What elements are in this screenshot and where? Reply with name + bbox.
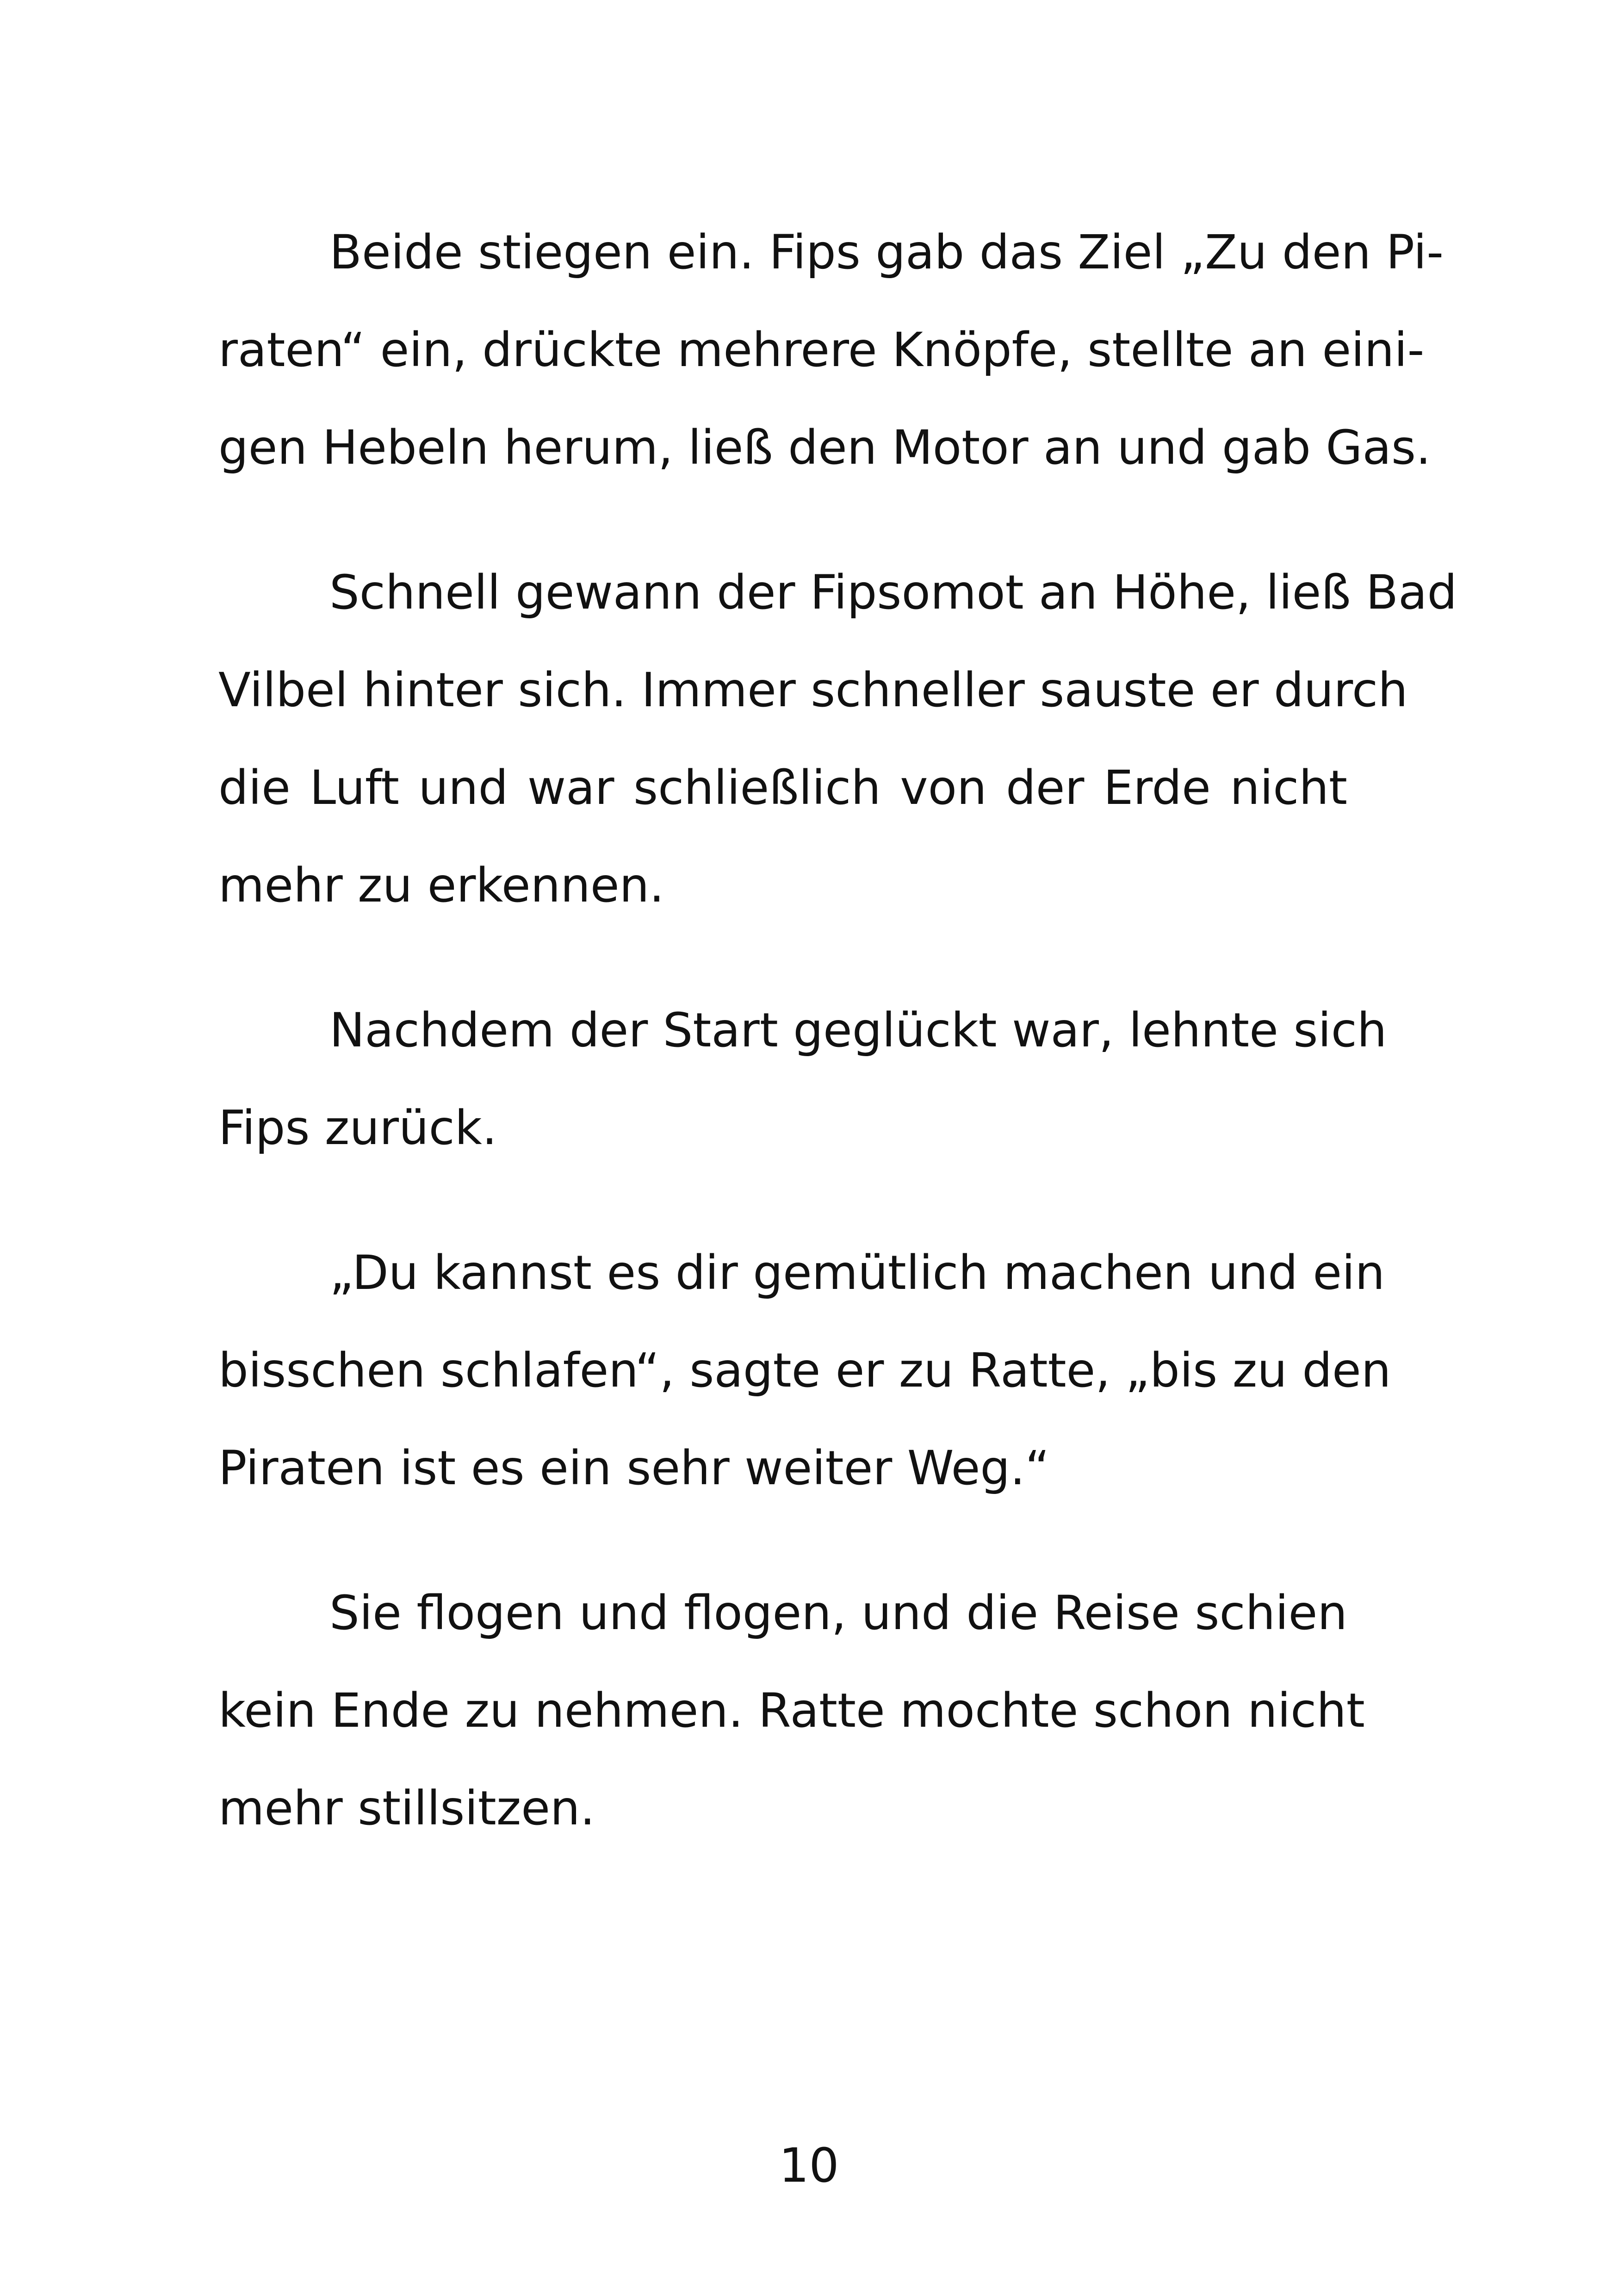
body-text bbox=[218, 204, 1457, 1857]
paragraph-line: bisschen schlafen“, sagte er zu Ratte, „bis zu den bbox=[218, 1343, 1391, 1398]
paragraph-3 bbox=[218, 982, 1387, 1177]
paragraph-line: kein Ende zu nehmen. Ratte mochte schon nicht bbox=[218, 1683, 1365, 1738]
paragraph-spacer bbox=[218, 934, 1347, 982]
paragraph-spacer bbox=[218, 1517, 1347, 1564]
paragraph-line: raten“ ein, drückte mehrere Knöpfe, stellte an eini- bbox=[218, 323, 1425, 378]
paragraph-line: „Du kannst es dir gemütlich machen und ein bbox=[329, 1245, 1385, 1300]
paragraph-line: Vilbel hinter sich. Immer schneller sauste er durch bbox=[218, 663, 1408, 718]
paragraph-spacer bbox=[218, 497, 1347, 544]
paragraph-line: Beide stiegen ein. Fips gab das Ziel „Zu den Pi- bbox=[329, 225, 1444, 280]
paragraph-4 bbox=[218, 1224, 1391, 1517]
paragraph-line: Fips zurück. bbox=[218, 1101, 497, 1156]
paragraph-line: Piraten ist es ein sehr weiter Weg.“ bbox=[218, 1441, 1050, 1496]
paragraph-line: Nachdem der Start geglückt war, lehnte sich bbox=[329, 1003, 1387, 1058]
paragraph-line: gen Hebeln herum, ließ den Motor an und gab Gas. bbox=[218, 420, 1431, 475]
paragraph-spacer bbox=[218, 1177, 1347, 1224]
page-number: 10 bbox=[779, 2138, 839, 2193]
paragraph-2 bbox=[218, 544, 1457, 934]
paragraph-line: mehr zu erkennen. bbox=[218, 858, 664, 913]
paragraph-line: die Luft und war schließlich von der Erde nicht bbox=[218, 760, 1347, 815]
paragraph-line: mehr stillsitzen. bbox=[218, 1781, 595, 1836]
paragraph-line: Schnell gewann der Fipsomot an Höhe, ließ Bad bbox=[329, 565, 1457, 620]
paragraph-1 bbox=[218, 204, 1444, 497]
paragraph-line: Sie flogen und flogen, und die Reise schien bbox=[329, 1586, 1347, 1641]
paragraph-5 bbox=[218, 1564, 1365, 1857]
